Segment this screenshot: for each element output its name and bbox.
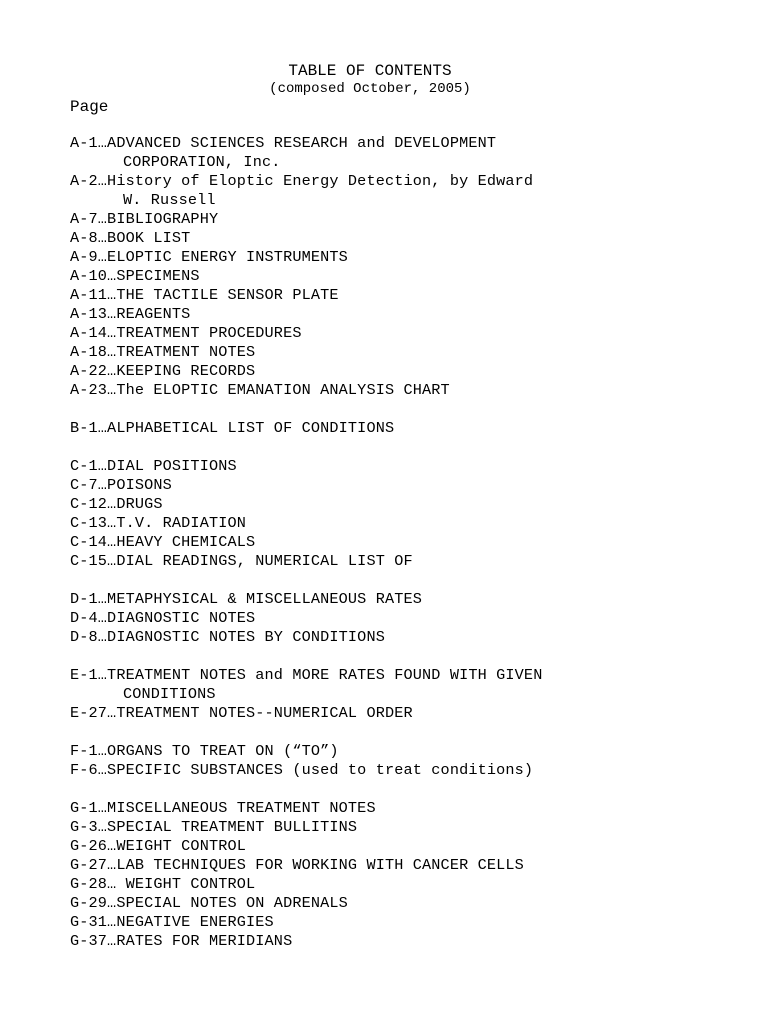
- toc-entry: [70, 932, 750, 951]
- toc-entry: [70, 229, 750, 248]
- toc-entry-text: A-7…BIBLIOGRAPHY: [70, 210, 219, 228]
- toc-entry-text: G-37…RATES FOR MERIDIANS: [70, 932, 293, 950]
- toc-entry-text: C-14…HEAVY CHEMICALS: [70, 533, 256, 551]
- toc-entry: [70, 875, 750, 894]
- toc-entry-text: D-1…METAPHYSICAL & MISCELLANEOUS RATES: [70, 590, 423, 608]
- toc-section: [70, 419, 750, 438]
- toc-entry: [70, 476, 750, 495]
- toc-entry: [70, 172, 750, 210]
- toc-entry-text: C-1…DIAL POSITIONS: [70, 457, 237, 475]
- toc-entry-text: G-31…NEGATIVE ENERGIES: [70, 913, 274, 931]
- toc-entry-continuation: CONDITIONS: [123, 685, 216, 703]
- toc-entry: [70, 533, 750, 552]
- toc-entry-text: A-10…SPECIMENS: [70, 267, 200, 285]
- toc-section: [70, 799, 750, 951]
- toc-entry: [70, 248, 750, 267]
- toc-entry-text: D-8…DIAGNOSTIC NOTES BY CONDITIONS: [70, 628, 385, 646]
- toc-entry: [70, 799, 750, 818]
- table-of-contents: [70, 134, 750, 970]
- document-title: TABLE OF CONTENTS: [288, 62, 452, 80]
- toc-entry: [70, 305, 750, 324]
- toc-entry-text: A-2…History of Eloptic Energy Detection, by Edward: [70, 172, 534, 190]
- toc-entry: [70, 590, 750, 609]
- toc-section: [70, 742, 750, 780]
- toc-entry-text: E-1…TREATMENT NOTES and MORE RATES FOUND WITH GIVEN: [70, 666, 543, 684]
- toc-entry-text: G-29…SPECIAL NOTES ON ADRENALS: [70, 894, 348, 912]
- toc-entry: [70, 628, 750, 647]
- toc-entry-text: G-3…SPECIAL TREATMENT BULLITINS: [70, 818, 358, 836]
- toc-entry-text: A-11…THE TACTILE SENSOR PLATE: [70, 286, 339, 304]
- toc-entry: [70, 856, 750, 875]
- toc-entry: [70, 381, 750, 400]
- toc-entry-text: A-8…BOOK LIST: [70, 229, 191, 247]
- toc-entry: [70, 362, 750, 381]
- toc-section: [70, 134, 750, 400]
- toc-entry: [70, 324, 750, 343]
- document-subtitle: (composed October, 2005): [269, 81, 471, 97]
- toc-entry-text: A-23…The ELOPTIC EMANATION ANALYSIS CHART: [70, 381, 450, 399]
- toc-entry-continuation: CORPORATION, Inc.: [123, 153, 281, 171]
- toc-entry: [70, 514, 750, 533]
- page-column-label: Page: [70, 98, 109, 116]
- toc-entry-continuation: W. Russell: [123, 191, 216, 209]
- toc-entry-text: C-15…DIAL READINGS, NUMERICAL LIST OF: [70, 552, 413, 570]
- toc-entry: [70, 134, 750, 172]
- toc-entry: [70, 837, 750, 856]
- toc-entry: [70, 894, 750, 913]
- toc-entry: [70, 457, 750, 476]
- toc-entry-text: A-22…KEEPING RECORDS: [70, 362, 256, 380]
- toc-entry: [70, 609, 750, 628]
- toc-entry: [70, 913, 750, 932]
- toc-entry: [70, 267, 750, 286]
- toc-entry: [70, 495, 750, 514]
- toc-section: [70, 666, 750, 723]
- toc-entry-text: D-4…DIAGNOSTIC NOTES: [70, 609, 256, 627]
- toc-entry: [70, 552, 750, 571]
- toc-entry-text: G-26…WEIGHT CONTROL: [70, 837, 247, 855]
- toc-section: [70, 457, 750, 571]
- toc-entry: [70, 286, 750, 305]
- toc-entry: [70, 704, 750, 723]
- toc-entry-text: G-1…MISCELLANEOUS TREATMENT NOTES: [70, 799, 376, 817]
- toc-entry-text: A-1…ADVANCED SCIENCES RESEARCH and DEVELOPMENT: [70, 134, 497, 152]
- toc-entry-text: B-1…ALPHABETICAL LIST OF CONDITIONS: [70, 419, 395, 437]
- toc-entry-text: F-6…SPECIFIC SUBSTANCES (used to treat conditions): [70, 761, 534, 779]
- toc-entry-text: G-27…LAB TECHNIQUES FOR WORKING WITH CANCER CELLS: [70, 856, 524, 874]
- toc-entry: [70, 343, 750, 362]
- toc-entry-text: A-18…TREATMENT NOTES: [70, 343, 256, 361]
- toc-entry-text: A-13…REAGENTS: [70, 305, 191, 323]
- toc-entry-text: E-27…TREATMENT NOTES--NUMERICAL ORDER: [70, 704, 413, 722]
- toc-entry-text: C-13…T.V. RADIATION: [70, 514, 247, 532]
- toc-entry: [70, 742, 750, 761]
- toc-section: [70, 590, 750, 647]
- toc-entry-text: A-9…ELOPTIC ENERGY INSTRUMENTS: [70, 248, 348, 266]
- toc-entry: [70, 666, 750, 704]
- toc-entry: [70, 761, 750, 780]
- toc-entry-text: C-7…POISONS: [70, 476, 172, 494]
- toc-entry: [70, 818, 750, 837]
- toc-entry-text: C-12…DRUGS: [70, 495, 163, 513]
- toc-entry: [70, 419, 750, 438]
- toc-entry-text: A-14…TREATMENT PROCEDURES: [70, 324, 302, 342]
- toc-entry-text: F-1…ORGANS TO TREAT ON (“TO”): [70, 742, 339, 760]
- toc-entry-text: G-28… WEIGHT CONTROL: [70, 875, 256, 893]
- toc-entry: [70, 210, 750, 229]
